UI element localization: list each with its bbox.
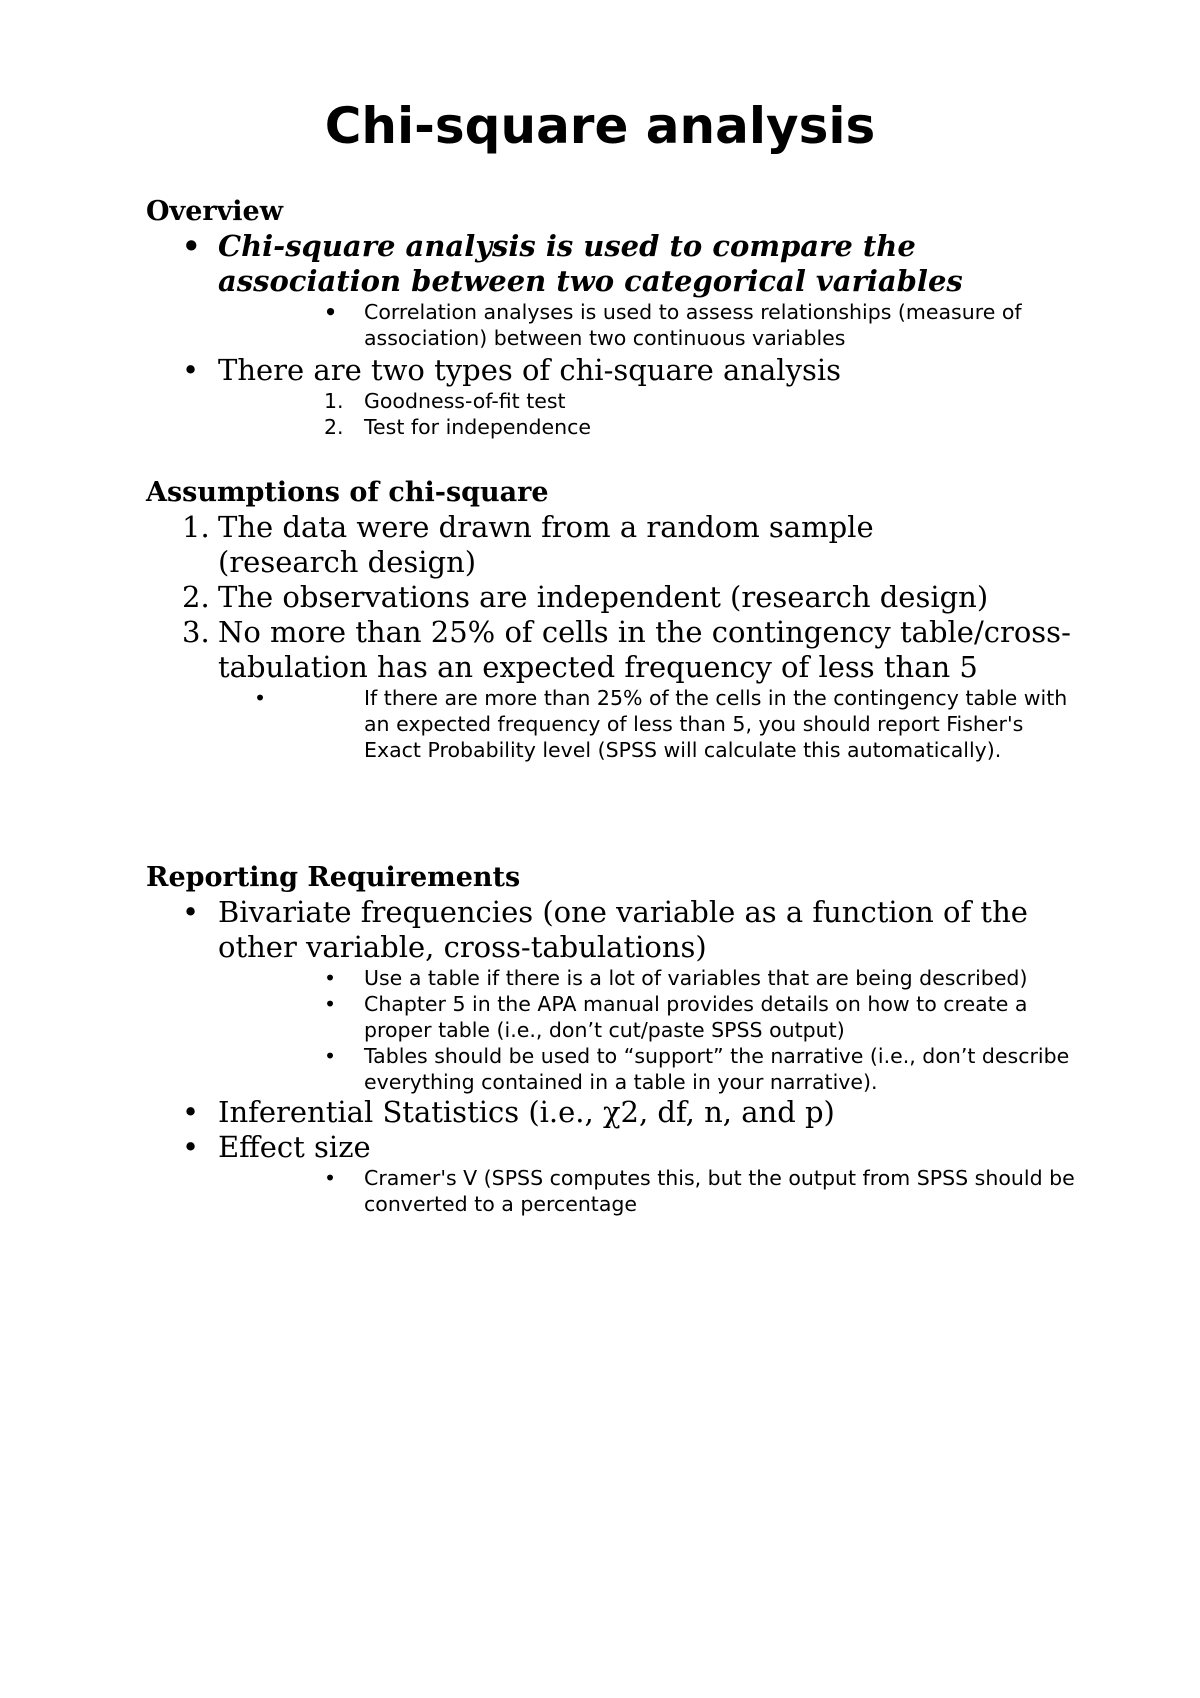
list-item-text: The observations are independent (research design) [218,580,989,614]
sub-list-item [218,388,1076,414]
sub-item-text: Chapter 5 in the APA manual provides details on how to create a proper table (i.e., don’t cut/paste SPSS output) [364,992,1028,1042]
bullet-icon: • [182,895,200,929]
sub-list-item [218,991,1076,1043]
list-item-text: There are two types of chi-square analysis [218,353,841,387]
list-item-text: Inferential Statistics (i.e., χ2, df, n, and p) [218,1095,835,1129]
list-item [146,510,948,580]
bullet-icon: • [324,992,337,1016]
bullet-icon: • [182,1095,200,1129]
sub-item-text: If there are more than 25% of the cells in the contingency table with an expected frequency of less than 5, you should report Fisher's Exact Probability level (SPSS will calculate this automatically). [364,686,1068,762]
section-heading: Overview [146,196,283,227]
sub-list-item [218,1165,1076,1217]
list-number: 1. [324,389,344,413]
list-item [146,580,1076,615]
list-item [146,229,1076,351]
list-item [146,615,1076,763]
sub-list-item [218,685,1076,763]
list-item [146,895,1076,1095]
sub-numbered-list [290,388,1076,440]
list-item-text: No more than 25% of cells in the contingency table/cross-tabulation has an expected frequency of less than 5 [218,615,1071,684]
sub-item-text: Cramer's V (SPSS computes this, but the output from SPSS should be converted to a percentage [364,1166,1075,1216]
sub-list [290,299,1076,351]
section-heading: Reporting Requirements [146,862,521,893]
section-assumptions [146,475,1076,763]
bullet-icon: • [324,1044,337,1068]
bullet-icon: • [182,353,200,387]
list-number: 2. [324,415,344,439]
bullet-icon: • [324,1166,337,1190]
bullet-icon: • [324,300,338,324]
bullet-icon: • [182,229,201,263]
list-item [146,1130,1076,1217]
assumptions-list [146,510,1076,763]
reporting-list [146,895,1076,1217]
sub-list [290,965,1076,1095]
section-heading: Assumptions of chi-square [146,477,549,508]
bullet-icon: • [324,966,337,990]
list-item-text: Bivariate frequencies (one variable as a function of the other variable, cross-tabulations) [218,895,1028,964]
sub-list-item [218,1043,1076,1095]
sub-list [254,685,1076,763]
page-title: Chi-square analysis [324,97,876,155]
list-item-text: Chi-square analysis is used to compare the association between two categorical variables [218,229,963,298]
bullet-icon: • [254,686,267,710]
overview-list [146,229,1076,440]
list-item [146,353,1076,440]
section-reporting [146,860,1076,1217]
list-number: 3. [182,615,210,649]
list-item-text: Effect size [218,1130,371,1164]
sub-list-item [218,414,1076,440]
sub-item-text: Tables should be used to “support” the narrative (i.e., don’t describe everything contained in a table in your narrative). [364,1044,1070,1094]
list-item-text: The data were drawn from a random sample (research design) [218,510,874,579]
sub-item-text: Use a table if there is a lot of variables that are being described) [364,966,1028,990]
list-number: 1. [182,510,210,544]
list-number: 2. [182,580,210,614]
sub-list-item [218,299,1076,351]
sub-list-item [218,965,1076,991]
section-overview [146,194,1076,440]
sub-item-text: Goodness-of-fit test [364,389,566,413]
bullet-icon: • [182,1130,200,1164]
sub-item-text: Test for independence [364,415,592,439]
list-item [146,1095,1076,1130]
sub-list [290,1165,1076,1217]
sub-item-text: Correlation analyses is used to assess relationships (measure of association) between two continuous variables [364,300,1022,350]
